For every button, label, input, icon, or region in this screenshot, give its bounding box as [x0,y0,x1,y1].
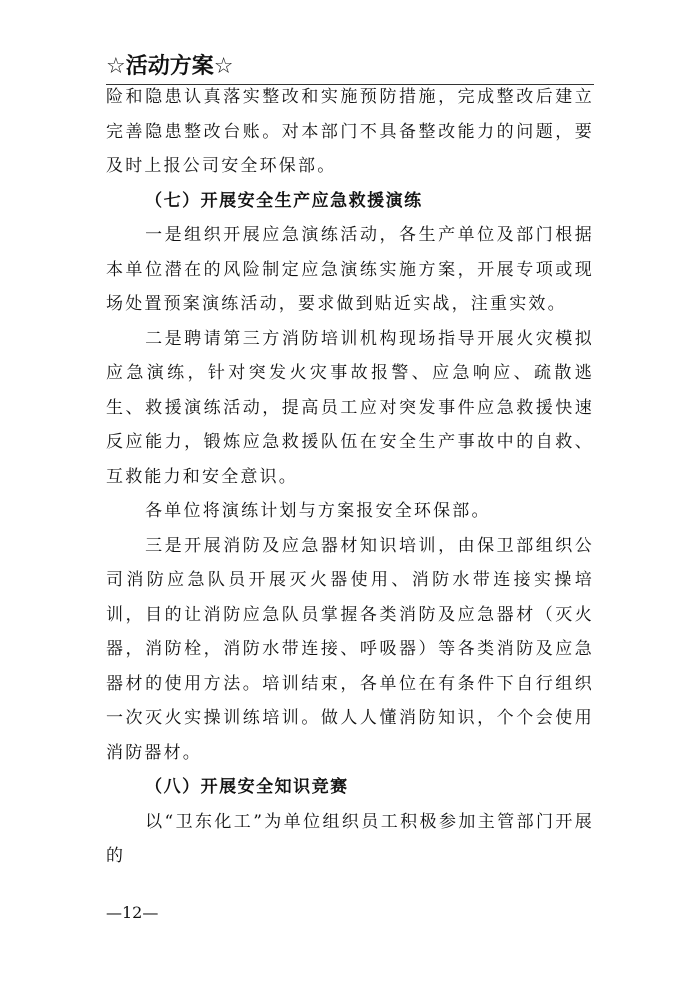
paragraph-continuation: 险和隐患认真落实整改和实施预防措施，完成整改后建立完善隐患整改台账。对本部门不具备整改能力的问题，要及时上报公司安全环保部。 [106,87,594,176]
paragraph-drill-plan: 各单位将演练计划与方案报安全环保部。 [145,501,491,521]
paragraph-drill-1: 一是组织开展应急演练活动，各生产单位及部门根据本单位潜在的风险制定应急演练实施方案，开展专项或现场处置预案演练活动，要求做到贴近实战，注重实效。 [106,225,594,314]
section-heading-7: （七）开展安全生产应急救援演练 [145,190,423,211]
paragraph-competition: 以“卫东化工”为单位组织员工积极参加主管部门开展的 [106,811,594,866]
page-header-title: ☆活动方案☆ [106,54,234,79]
paragraph-drill-2: 二是聘请第三方消防培训机构现场指导开展火灾模拟应急演练，针对突发火灾事故报警、应急响应、疏散逃生、救援演练活动，提高员工应对突发事件应急救援快速反应能力，锻炼应急救援队伍在安全生产事故中的自救、互救能力和安全意识。 [106,328,594,487]
section-heading-8: （八）开展安全知识竞赛 [145,777,349,797]
document-body [106,80,594,874]
paragraph-drill-3: 三是开展消防及应急器材知识培训，由保卫部组织公司消防应急队员开展灭火器使用、消防水带连接实操培训，目的让消防应急队员掌握各类消防及应急器材（灭火器，消防栓，消防水带连接、呼吸器）等各类消防及应急器材的使用方法。培训结束，各单位在有条件下自行组织一次灭火实操训练培训。做人人懂消防知识，个个会使用消防器材。 [106,535,594,763]
page-number: —12— [106,903,159,922]
